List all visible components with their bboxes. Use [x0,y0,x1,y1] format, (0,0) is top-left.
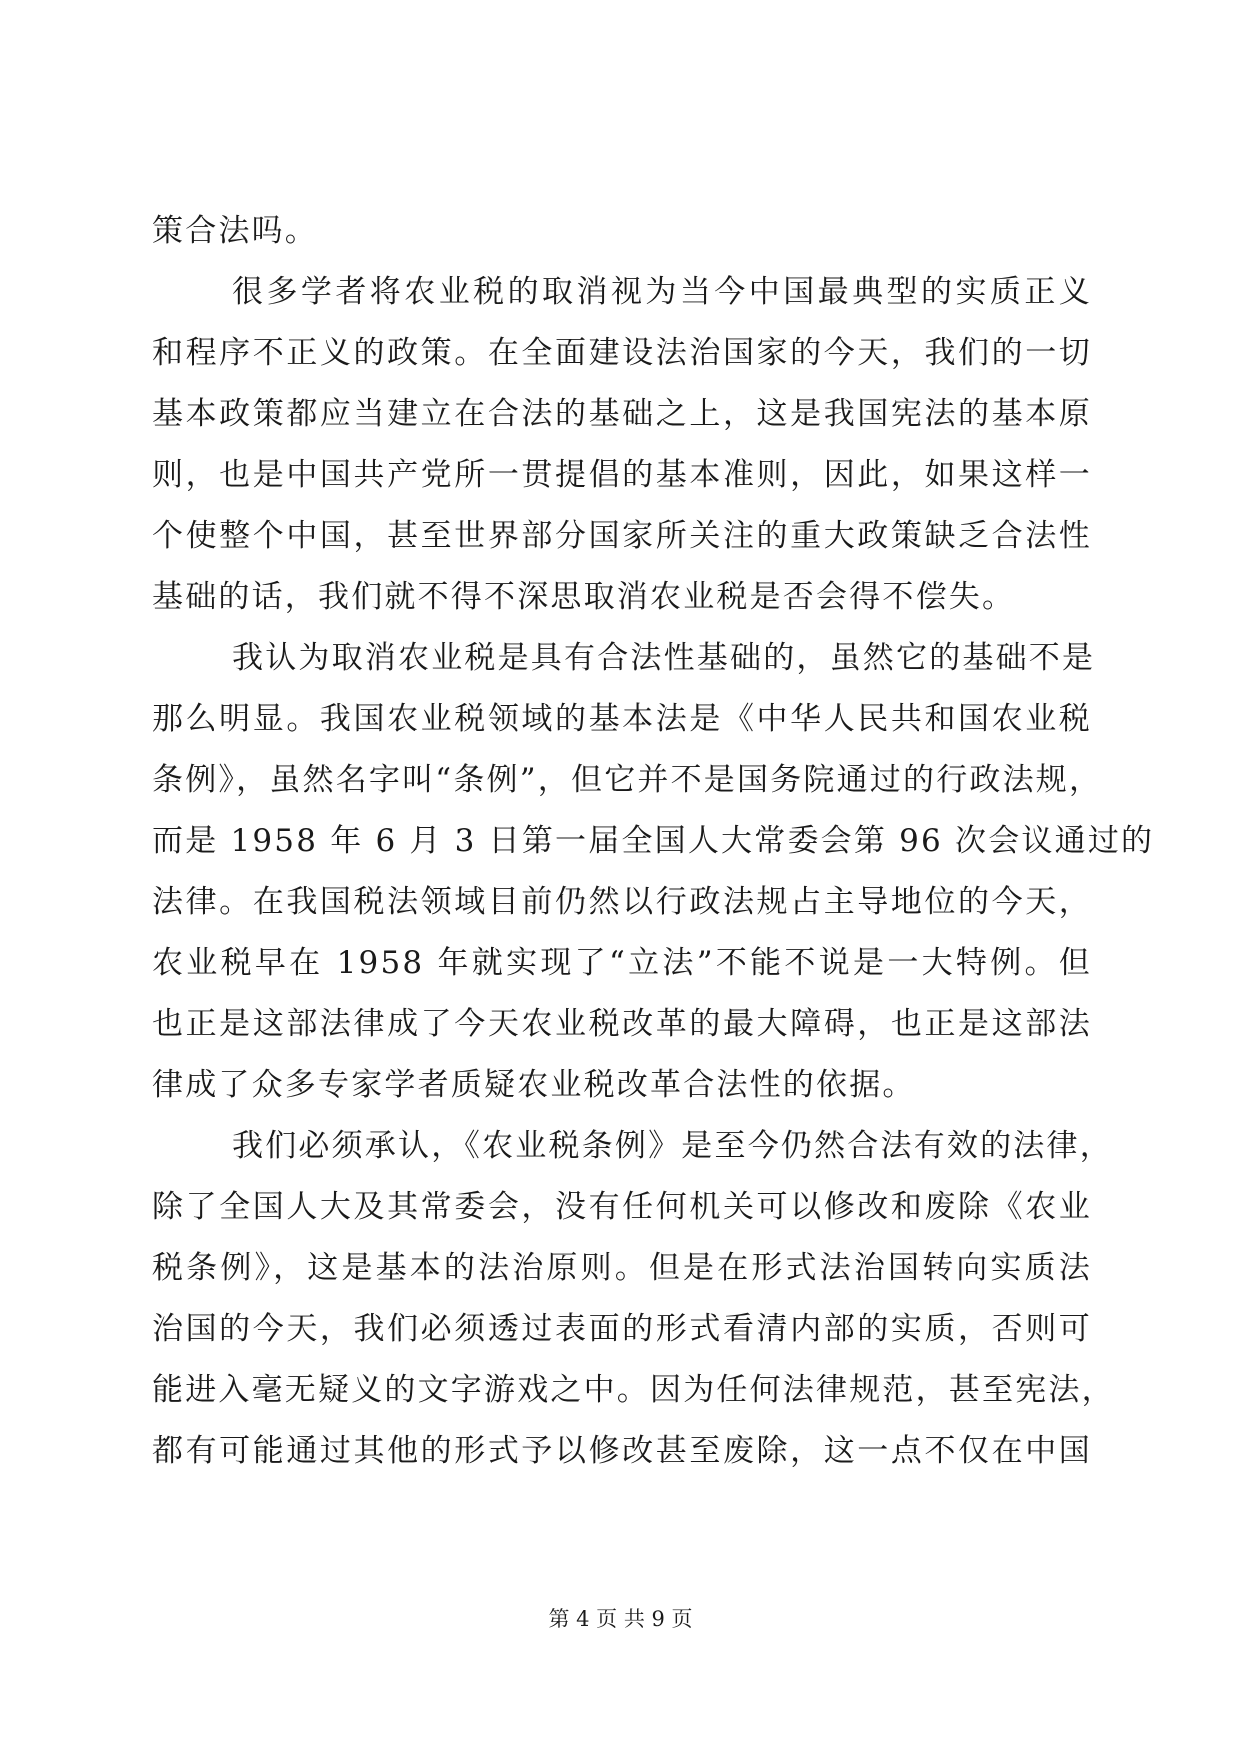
text-line: 治国的今天，我们必须透过表面的形式看清内部的实质，否则可 [152,1311,1092,1347]
text-line: 都有可能通过其他的形式予以修改甚至废除，这一点不仅在中国 [152,1433,1092,1469]
text-line: 能进入毫无疑义的文字游戏之中。因为任何法律规范，甚至宪法， [152,1372,1115,1408]
text-line: 个使整个中国，甚至世界部分国家所关注的重大政策缺乏合法性 [152,518,1092,554]
text-line: 基本政策都应当建立在合法的基础之上，这是我国宪法的基本原 [152,396,1092,432]
text-line: 农业税早在 1958 年就实现了“立法”不能不说是一大特例。但 [152,945,1092,981]
text-line: 和程序不正义的政策。在全面建设法治国家的今天，我们的一切 [152,335,1092,371]
paragraph-first-line: 很多学者将农业税的取消视为当今中国最典型的实质正义 [232,274,1092,310]
text-line: 条例》，虽然名字叫“条例”，但它并不是国务院通过的行政法规， [152,762,1103,798]
text-line: 法律。在我国税法领域目前仍然以行政法规占主导地位的今天， [152,884,1092,920]
text-line: 那么明显。我国农业税领域的基本法是《中华人民共和国农业税 [152,701,1092,737]
text-line: 税条例》，这是基本的法治原则。但是在形式法治国转向实质法 [152,1250,1092,1286]
paragraph-first-line: 我认为取消农业税是具有合法性基础的，虽然它的基础不是 [232,640,1096,676]
text-line: 则，也是中国共产党所一贯提倡的基本准则，因此，如果这样一 [152,457,1092,493]
text-line: 基础的话，我们就不得不深思取消农业税是否会得不偿失。 [152,579,1016,615]
text-line: 而是 1958 年 6 月 3 日第一届全国人大常委会第 96 次会议通过的 [152,823,1155,859]
text-line: 策合法吗。 [152,213,318,249]
text-line: 除了全国人大及其常委会，没有任何机关可以修改和废除《农业 [152,1189,1092,1225]
page-number-footer: 第 4 页 共 9 页 [548,1607,693,1631]
paragraph-first-line: 我们必须承认，《农业税条例》是至今仍然合法有效的法律， [232,1128,1113,1164]
text-line: 也正是这部法律成了今天农业税改革的最大障碍，也正是这部法 [152,1006,1092,1042]
text-line: 律成了众多专家学者质疑农业税改革合法性的依据。 [152,1067,916,1103]
